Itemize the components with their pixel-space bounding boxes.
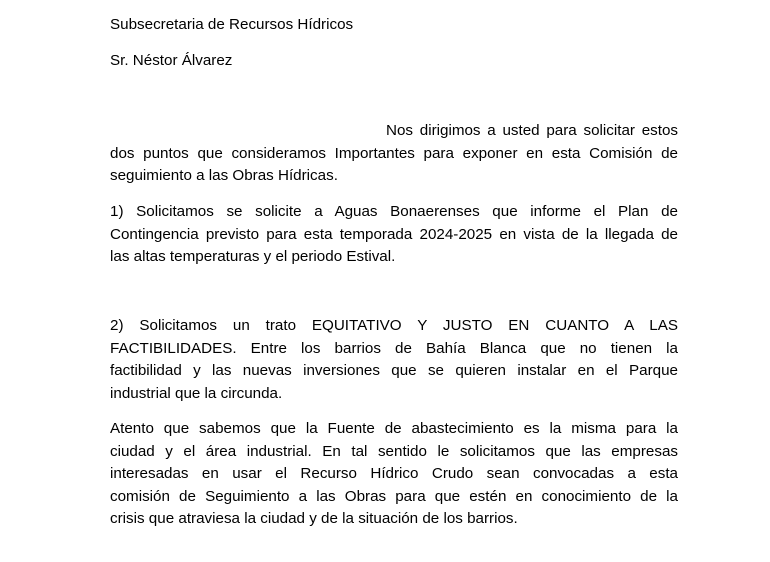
recipient-name: Sr. Néstor Álvarez — [110, 52, 233, 69]
point-1-line-2: Contingencia previsto para esta temporada 2024-2025 en vista de la llegada de — [110, 225, 678, 243]
intro-line-2: dos puntos que consideramos Importantes para exponer en esta Comisión de — [110, 144, 678, 162]
recipient-organization: Subsecretaria de Recursos Hídricos — [110, 16, 354, 33]
closing-line-4: comisión de Seguimiento a las Obras para que estén en conocimiento de la — [110, 487, 678, 505]
point-1-line-3: las altas temperaturas y el periodo Estival. — [110, 248, 396, 265]
closing-line-3: interesadas en usar el Recurso Hídrico Crudo sean convocadas a esta — [110, 465, 678, 482]
point-2-line-2: FACTIBILIDADES. Entre los barrios de Bahía Blanca que no tienen la — [110, 339, 678, 357]
point-2-line-1: 2) Solicitamos un trato EQUITATIVO Y JUSTO EN CUANTO A LAS — [110, 317, 678, 334]
closing-line-2: ciudad y el área industrial. En tal sentido le solicitamos que las empresas — [110, 442, 678, 460]
point-2-paragraph — [110, 315, 678, 405]
point-1-line-1: 1) Solicitamos se solicite a Aguas Bonaerenses que informe el Plan de — [110, 203, 678, 220]
closing-line-1: Atento que sabemos que la Fuente de abastecimiento es la misma para la — [110, 420, 678, 437]
point-1-paragraph — [110, 201, 678, 269]
intro-line-1: Nos dirigimos a usted para solicitar estos — [386, 122, 678, 139]
closing-line-5: crisis que atraviesa la ciudad y de la situación de los barrios. — [110, 510, 518, 527]
point-2-line-4: industrial que la circunda. — [110, 384, 283, 402]
point-2-line-3: factibilidad y las nuevas inversiones que se quieren instalar en el Parque — [110, 362, 678, 379]
intro-line-3: seguimiento a las Obras Hídricas. — [110, 167, 338, 184]
intro-paragraph — [110, 120, 678, 188]
closing-paragraph — [110, 418, 678, 531]
